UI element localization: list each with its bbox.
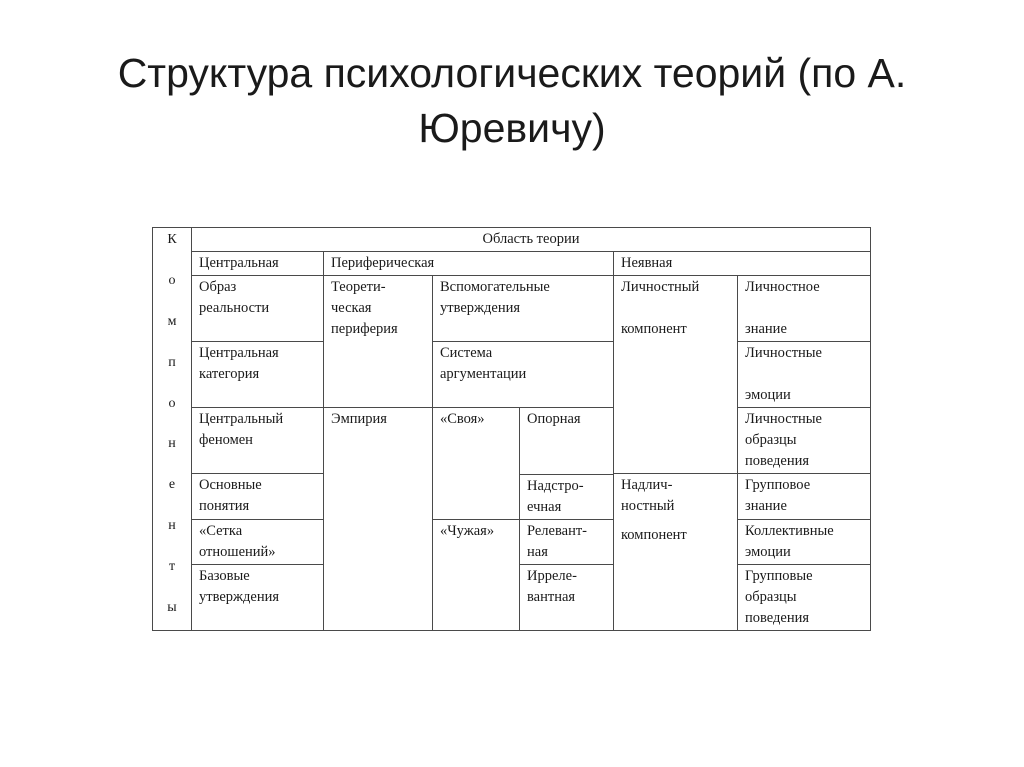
cell-argumentation-system <box>433 342 614 408</box>
cell-line: Коллективные <box>745 523 834 539</box>
vertical-letter: т <box>168 559 176 574</box>
cell-line: знание <box>745 498 787 514</box>
cell-line: «Сетка <box>199 523 243 539</box>
cell-line: Личностные <box>745 345 822 361</box>
cell-personal-knowledge <box>738 276 871 342</box>
cell-relevant <box>520 520 614 565</box>
cell-line: Образ <box>199 279 237 295</box>
cell-line: компонент <box>621 527 687 543</box>
cell-line: образцы <box>745 432 797 448</box>
cell-line: поведения <box>745 610 810 626</box>
cell-collective-emotions <box>738 520 871 565</box>
vertical-letter: м <box>167 313 177 329</box>
cell-line: ческая <box>331 300 372 316</box>
cell-superstructural <box>520 475 614 520</box>
vertical-letter: о <box>168 395 176 411</box>
cell-line: Центральный <box>199 411 284 427</box>
cell-relations-network <box>192 520 324 565</box>
cell-line: компонент <box>621 321 687 337</box>
cell-line: Групповое <box>745 477 811 493</box>
cell-theoretical-periphery <box>324 276 433 408</box>
cell-line: утверждения <box>199 589 280 605</box>
cell-irrelevant <box>520 565 614 631</box>
cell-personal-component <box>614 276 738 474</box>
cell-line: отношений» <box>199 544 276 560</box>
cell-line: Основные <box>199 477 262 493</box>
vertical-letter: е <box>168 477 176 493</box>
cell-basic-statements <box>192 565 324 631</box>
cell-line: эмоции <box>745 387 791 403</box>
header-peripheral: Периферическая <box>324 252 614 276</box>
cell-foreign-empiria: «Чужая» <box>433 520 520 631</box>
header-area-of-theory: Область теории <box>192 228 871 252</box>
theory-structure-table <box>152 227 871 631</box>
cell-supporting: Опорная <box>520 408 614 475</box>
vertical-letter: К <box>167 232 177 247</box>
cell-line: Надлич- <box>621 477 673 493</box>
cell-line: вантная <box>527 589 576 605</box>
cell-empiria: Эмпирия <box>324 408 433 631</box>
cell-line: периферия <box>331 321 398 337</box>
cell-line: Личностный <box>621 279 700 295</box>
cell-line: Вспомогательные <box>440 279 550 295</box>
cell-image-of-reality <box>192 276 324 342</box>
cell-line: Личностные <box>745 411 822 427</box>
cell-line: Групповые <box>745 568 813 584</box>
cell-line: феномен <box>199 432 253 448</box>
vertical-letter: н <box>168 436 176 452</box>
cell-line: Релевант- <box>527 523 587 539</box>
header-implicit: Неявная <box>614 252 871 276</box>
cell-line: Базовые <box>199 568 250 584</box>
cell-line: категория <box>199 366 260 382</box>
cell-suprapersonal-component <box>614 474 738 631</box>
cell-auxiliary-statements <box>433 276 614 342</box>
cell-line: аргументации <box>440 366 527 382</box>
cell-line: Система <box>440 345 493 361</box>
cell-line: Надстро- <box>527 478 584 494</box>
cell-personal-emotions <box>738 342 871 408</box>
header-central: Центральная <box>192 252 324 276</box>
cell-line: ечная <box>527 499 562 515</box>
components-vertical-label <box>153 228 192 631</box>
cell-line: Личностное <box>745 279 820 295</box>
slide-title-line-1: Структура психологических теорий (по А. <box>117 50 907 96</box>
cell-line: поведения <box>745 453 810 469</box>
cell-own-empiria: «Своя» <box>433 408 520 520</box>
vertical-letter: п <box>168 354 176 370</box>
vertical-letter: ы <box>167 599 177 615</box>
vertical-letter: н <box>168 518 176 534</box>
cell-line: эмоции <box>745 544 791 560</box>
cell-line: утверждения <box>440 300 521 316</box>
cell-line: реальности <box>199 300 270 316</box>
theory-structure-table-wrapper <box>152 227 871 631</box>
cell-line: Теорети- <box>331 279 386 295</box>
cell-line: Центральная <box>199 345 279 361</box>
cell-line: ностный <box>621 498 675 514</box>
cell-line: образцы <box>745 589 797 605</box>
cell-line: ная <box>527 544 548 560</box>
cell-group-knowledge <box>738 474 871 520</box>
slide-title <box>60 46 964 156</box>
cell-personal-behavior-patterns <box>738 408 871 474</box>
cell-line: Ирреле- <box>527 568 577 584</box>
cell-central-phenomenon <box>192 408 324 474</box>
cell-basic-concepts <box>192 474 324 520</box>
cell-central-category <box>192 342 324 408</box>
cell-group-behavior-patterns <box>738 565 871 631</box>
slide-title-line-2: Юревичу) <box>418 105 606 151</box>
cell-line: знание <box>745 321 787 337</box>
cell-line: понятия <box>199 498 250 514</box>
vertical-letter: о <box>168 272 176 288</box>
